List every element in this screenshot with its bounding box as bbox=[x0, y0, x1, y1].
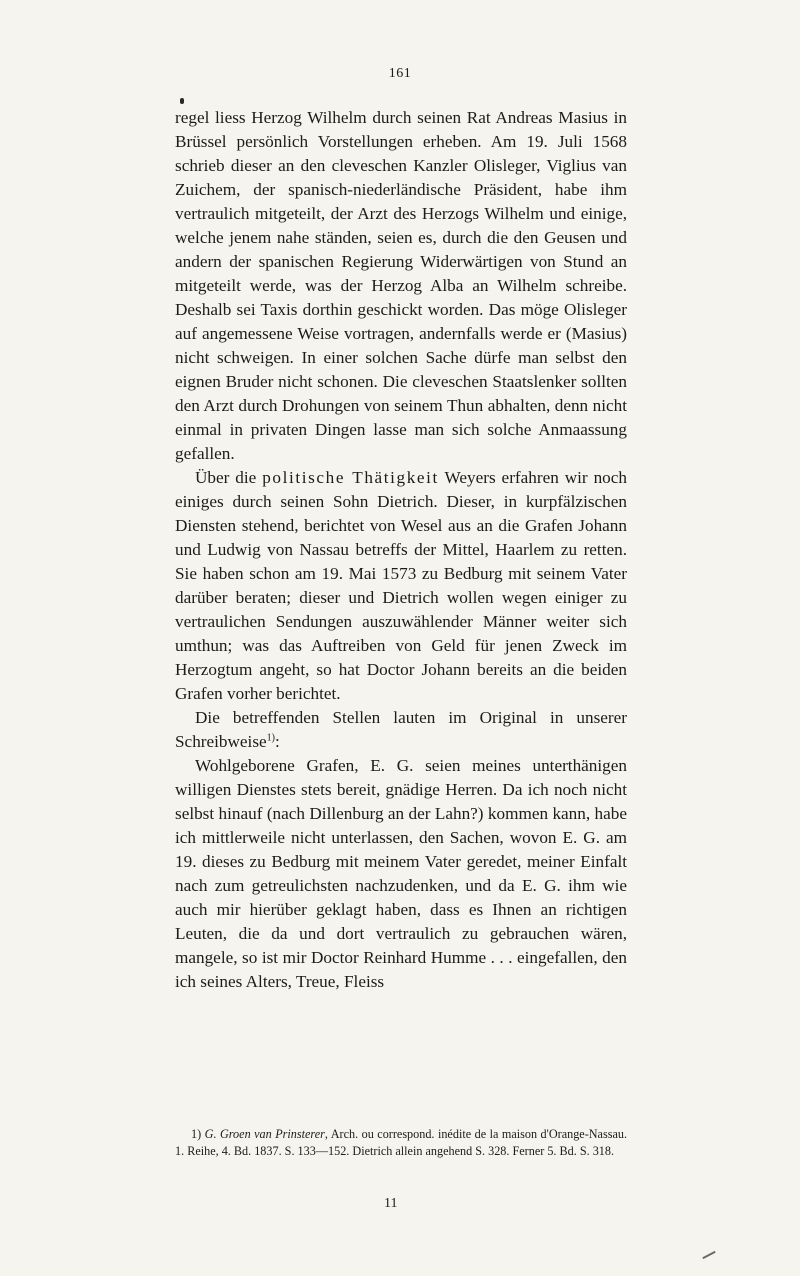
footnote-author: G. Groen van Prinsterer bbox=[204, 1127, 325, 1141]
footnote bbox=[175, 1126, 627, 1160]
paragraph-2-lead: Über die bbox=[195, 468, 263, 487]
paragraph-2 bbox=[175, 466, 627, 706]
ink-speck bbox=[180, 98, 184, 104]
page-number: 161 bbox=[388, 66, 412, 81]
main-text bbox=[175, 106, 627, 994]
footnote-entry bbox=[175, 1126, 627, 1160]
paragraph-2-emphasis: politische Thätigkeit bbox=[262, 468, 439, 487]
paragraph-2-rest: Weyers erfahren wir noch einiges durch seinen Sohn Dietrich. Dieser, in kurpfälzischen Diensten stehend, berichtet von Wesel aus an die Grafen Johann und Ludwig von Nassau betreffs der Mittel, Haarlem zu retten. Sie haben schon am 19. Mai 1573 zu Bedburg mit seinem Vater darüber beraten; dieser und Dietrich wollen wegen einiger zu vertraulichen Sendungen auszuwählender Männer weiter sich umthun; was das Auftreiben von Geld für jenen Zweck im Herzogtum angeht, so hat Doctor Johann bereits an die beiden Grafen vorher berichtet. bbox=[175, 468, 627, 703]
pencil-mark bbox=[702, 1251, 715, 1259]
paragraph-3-text: Die betreffenden Stellen lauten im Original in unserer Schreibweise bbox=[175, 708, 627, 751]
signature-mark: 11 bbox=[384, 1196, 398, 1211]
paragraph-4-quotation: Wohlgeborene Grafen, E. G. seien meines unterthänigen willigen Dienstes stets bereit, gnädige Herren. Da ich noch nicht selbst hinauf (nach Dillenburg an der Lahn?) kommen kann, habe ich mittlerweile nicht unterlassen, den Sachen, wovon E. G. am 19. dieses zu Bedburg mit meinem Vater geredet, meiner Einfalt nach zum getreulichsten nachzudenken, und da E. G. ihm wie auch mir hierüber geklagt haben, dass es Ihnen an richtigen Leuten, die da und dort vertraulich zu gebrauchen wären, mangele, so ist mir Doctor Reinhard Humme . . . eingefallen, den ich seines Alters, Treue, Fleiss bbox=[175, 756, 627, 991]
footnote-text: , Arch. ou correspond. inédite de la maison d'Orange-Nassau. 1. Reihe, 4. Bd. 1837. S. 133—152. Dietrich allein angehend S. 328. Ferner 5. Bd. S. 318. bbox=[175, 1127, 628, 1158]
paragraph-3 bbox=[175, 706, 627, 754]
paragraph-1: regel liess Herzog Wilhelm durch seinen Rat Andreas Masius in Brüssel persönlich Vorstellungen erheben. Am 19. Juli 1568 schrieb dieser an den cleveschen Kanzler Olisleger, Viglius van Zuichem, der spanisch-niederländische Präsident, habe ihm vertraulich mitgeteilt, der Arzt des Herzogs Wilhelm und einige, welche jenem nahe ständen, seien es, durch die den Geusen und andern der spanischen Regierung Widerwärtigen von Stund an mitgeteilt werde, was der Herzog Alba an Wilhelm schreibe. Deshalb sei Taxis dorthin geschickt worden. Das möge Olisleger auf angemessene Weise vortragen, andernfalls werde er (Masius) nicht schweigen. In einer solchen Sache dürfe man selbst den eignen Bruder nicht schonen. Die cleveschen Staatslenker sollten den Arzt durch Drohungen von seinem Thun abhalten, denn nicht einmal in privaten Dingen lasse man sich solche Anmaassung gefallen. bbox=[175, 108, 627, 463]
paragraph-3-suffix: : bbox=[274, 732, 280, 751]
footnote-reference: 1) bbox=[266, 732, 275, 744]
footnote-marker: 1) bbox=[191, 1127, 202, 1141]
